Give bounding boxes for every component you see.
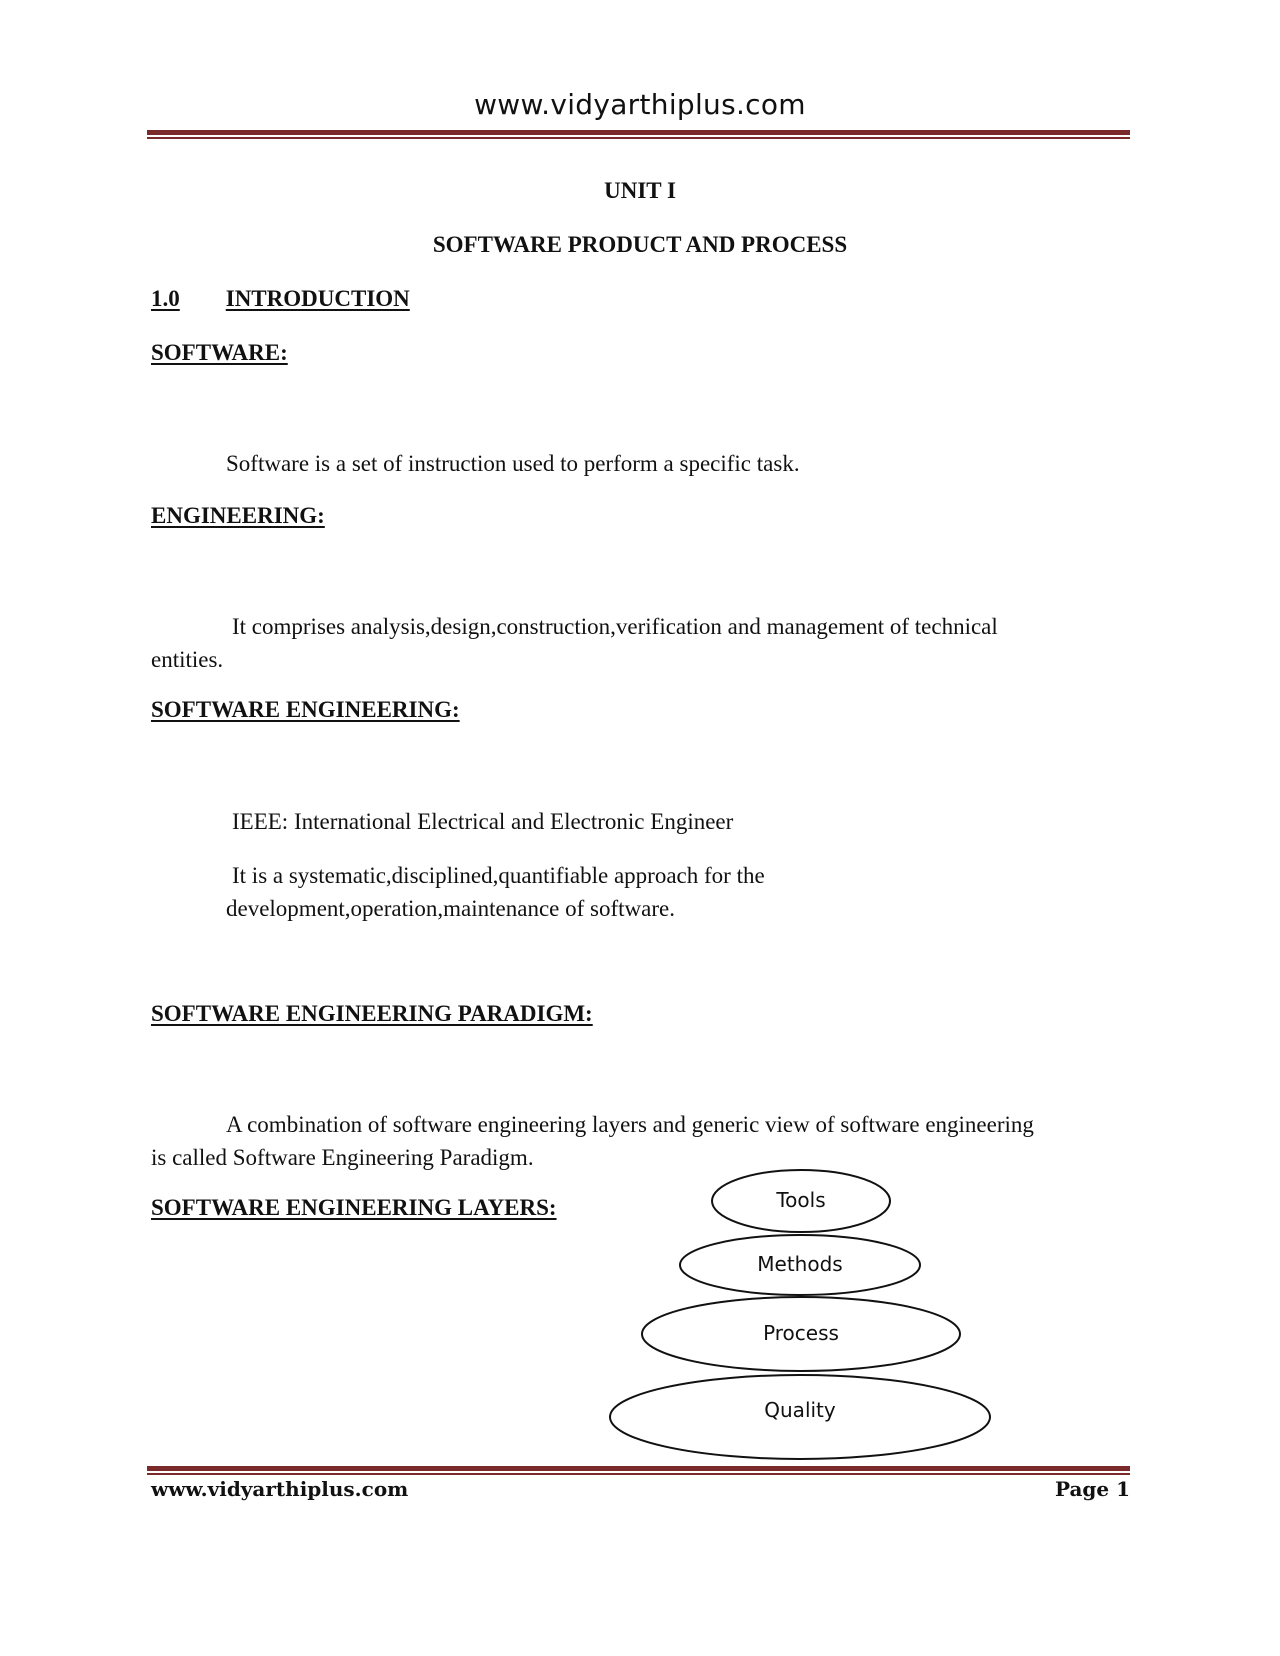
se-definition-line1: It is a systematic,disciplined,quantifiable approach for the [232,863,765,888]
footer-rule-thin [147,1473,1130,1475]
layer-process [642,1297,960,1371]
software-engineering-heading: SOFTWARE ENGINEERING: [151,697,460,722]
layer-methods [680,1235,920,1295]
footer-url: www.vidyarthiplus.com [151,1477,409,1501]
layers-heading: SOFTWARE ENGINEERING LAYERS: [151,1195,557,1220]
unit-title: UNIT I [604,178,676,203]
header-url: www.vidyarthiplus.com [474,88,806,121]
ieee-line: IEEE: International Electrical and Electronic Engineer [232,809,734,834]
layer-process-label: Process [763,1321,839,1345]
paradigm-text-line2: is called Software Engineering Paradigm. [151,1145,534,1170]
layer-quality [610,1375,990,1459]
engineering-text-line1: It comprises analysis,design,construction,verification and management of technical [232,614,998,639]
engineering-heading: ENGINEERING: [151,503,325,528]
layer-methods-label: Methods [757,1252,843,1276]
layer-tools-label: Tools [776,1188,826,1212]
page-number: Page 1 [1054,1477,1130,1501]
paradigm-text-line1: A combination of software engineering layers and generic view of software engineering [226,1112,1034,1137]
layer-quality-label: Quality [764,1398,836,1422]
engineering-text-line2: entities. [151,647,224,672]
unit-subtitle: SOFTWARE PRODUCT AND PROCESS [432,232,848,257]
software-heading: SOFTWARE: [151,340,288,365]
software-definition: Software is a set of instruction used to perform a specific task. [226,451,800,476]
footer-rule-thick [147,1466,1130,1471]
layer-tools [712,1170,890,1232]
intro-heading-label: INTRODUCTION [225,286,410,311]
se-definition-line2: development,operation,maintenance of software. [226,896,675,921]
paradigm-heading: SOFTWARE ENGINEERING PARADIGM: [151,1001,593,1026]
intro-heading-number: 1.0 [151,286,180,311]
